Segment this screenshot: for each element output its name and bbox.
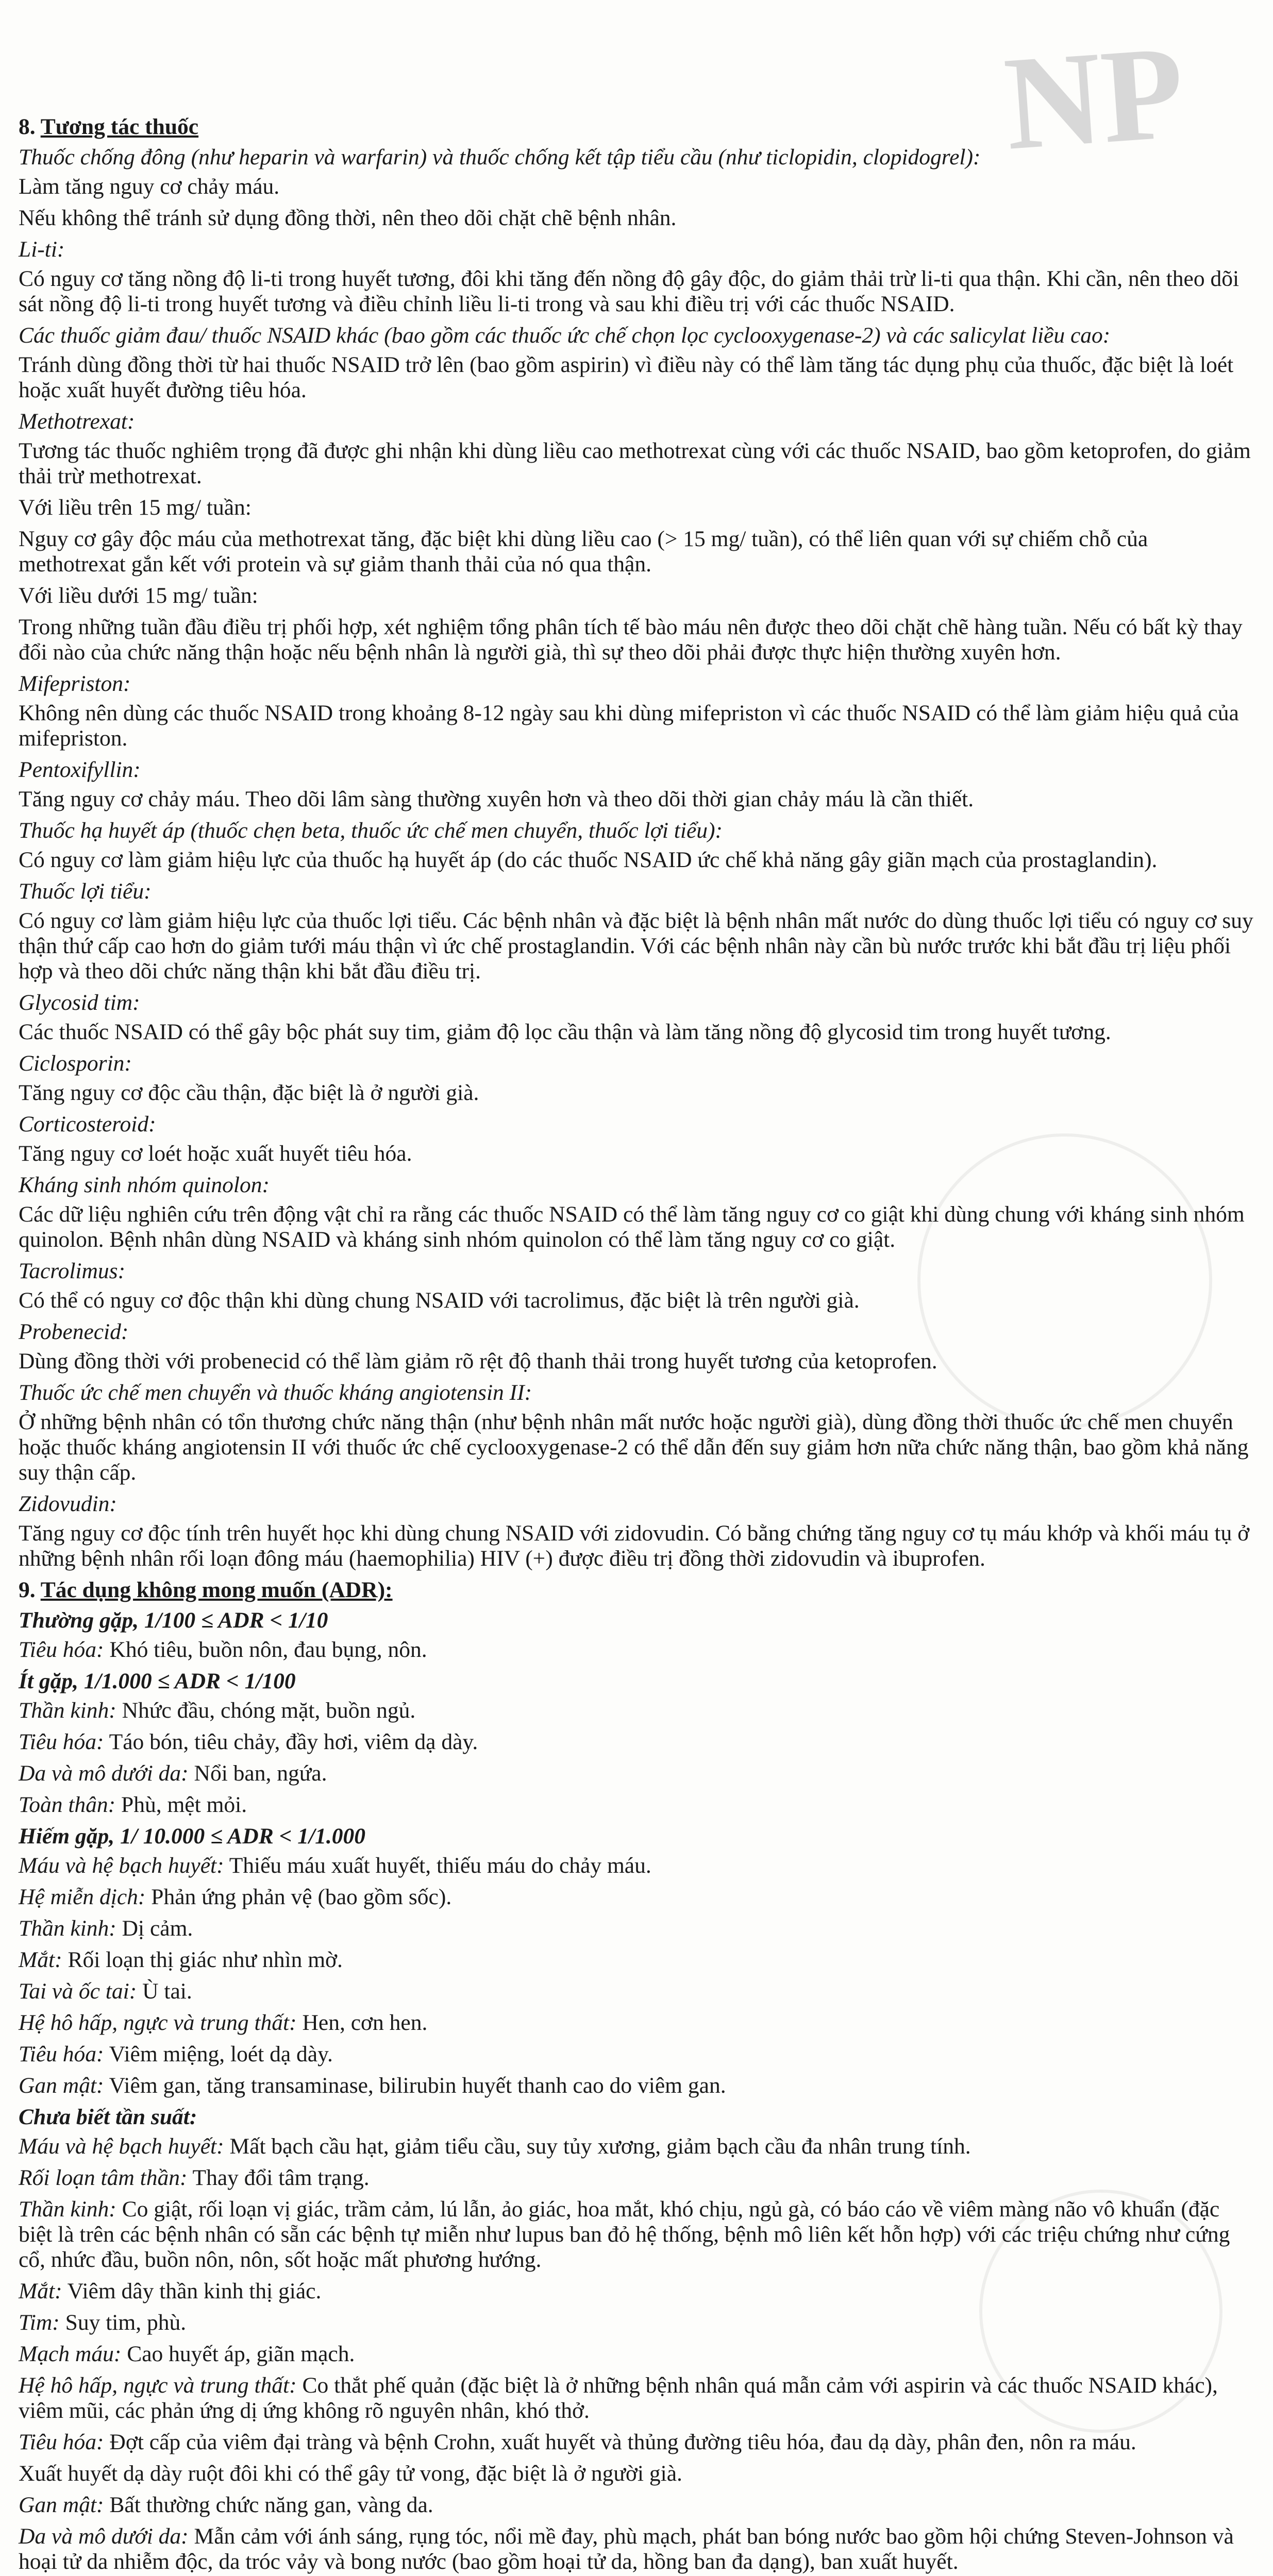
adr-effects: Cao huyết áp, giãn mạch. [121,2342,355,2366]
adr-organ-label: Da và mô dưới da: [19,2524,189,2549]
watermark: NP [1000,18,1189,178]
adr-effects: Viêm miệng, loét dạ dày. [104,2042,333,2066]
adr-effects: Đợt cấp của viêm đại tràng và bệnh Crohn, xuất huyết và thủng đường tiêu hóa, đau dạ dày, phân đen, nôn ra máu. [104,2430,1136,2454]
adr-effects: Rối loạn thị giác như nhìn mờ. [62,1947,343,1972]
interaction-label: Thuốc hạ huyết áp (thuốc chẹn beta, thuốc ức chế men chuyển, thuốc lợi tiểu): [19,818,723,843]
adr-line [19,1792,1255,1818]
adr-line [19,1730,1255,1755]
interaction-label: Ciclosporin: [19,1051,132,1076]
interaction-label: Corticosteroid: [19,1112,156,1137]
adr-effects: Khó tiêu, buồn nôn, đau bụng, nôn. [104,1637,427,1662]
interaction-text: Có nguy cơ làm giảm hiệu lực của thuốc lợi tiểu. Các bệnh nhân và đặc biệt là bệnh nhân mất nước do dùng thuốc lợi tiểu có nguy cơ suy thận thứ cấp cao hơn do giảm tưới máu thận vì ức chế prostaglandin. Với các bệnh nhân này cần bù nước trước khi bắt đầu trị liệu phối hợp và theo dõi chức năng thận khi bắt đầu điều trị. [19,908,1253,984]
interaction-text: Tăng nguy cơ độc tính trên huyết học khi dùng chung NSAID với zidovudin. Có bằng chứng tăng nguy cơ tụ máu khớp và khối máu tụ ở những bệnh nhân rối loạn đông máu (haemophilia) HIV (+) được điều trị đồng thời zidovudin và ibuprofen. [19,1521,1250,1571]
adr-line [19,2010,1255,2036]
adr-organ-label: Rối loạn tâm thần: [19,2165,188,2190]
interaction-text: Các dữ liệu nghiên cứu trên động vật chỉ ra rằng các thuốc NSAID có thể làm tăng nguy cơ co giật khi dùng chung với kháng sinh nhóm quinolon. Bệnh nhân dùng NSAID và kháng sinh nhóm quinolon có thể làm tăng nguy cơ co giật. [19,1202,1245,1252]
interaction-text: Tăng nguy cơ chảy máu. Theo dõi lâm sàng thường xuyên hơn và theo dõi thời gian chảy máu là cần thiết. [19,787,974,811]
adr-line [19,2279,1255,2304]
adr-effects: Mẫn cảm với ánh sáng, rụng tóc, nổi mề đay, phù mạch, phát ban bóng nước bao gồm hội chứng Steven-Johnson và hoại tử da nhiễm độc, da tróc vảy và bong nước (bao gồm hoại tử da, hồng ban đa dạng), ban xuất huyết. [19,2524,1234,2574]
adr-organ-label: Tiêu hóa: [19,2042,104,2066]
adr-effects: Phù, mệt mỏi. [115,1792,247,1817]
adr-organ-label: Hệ miễn dịch: [19,1885,146,1909]
adr-effects: Nổi ban, ngứa. [188,1761,327,1786]
interaction-text: Với liều dưới 15 mg/ tuần: [19,583,258,608]
adr-line [19,2461,1255,2486]
adr-effects: Táo bón, tiêu chảy, đầy hơi, viêm dạ dày. [104,1730,478,1754]
frequency-heading: Hiếm gặp, 1/ 10.000 ≤ ADR < 1/1.000 [19,1824,365,1849]
adr-organ-label: Tim: [19,2310,60,2335]
interaction-label: Thuốc ức chế men chuyển và thuốc kháng angiotensin II: [19,1380,532,1405]
adr-line [19,2165,1255,2191]
adr-organ-label: Hệ hô hấp, ngực và trung thất: [19,2010,297,2035]
adr-effects: Dị cảm. [116,1916,193,1941]
adr-line [19,1637,1255,1663]
adr-effects: Viêm gan, tăng transaminase, bilirubin huyết thanh cao do viêm gan. [104,2073,726,2098]
adr-effects: Thiếu máu xuất huyết, thiếu máu do chảy máu. [224,1853,651,1878]
interaction-text: Tăng nguy cơ độc cầu thận, đặc biệt là ở người già. [19,1080,479,1105]
adr-organ-label: Tai và ốc tai: [19,1979,137,2004]
section-heading [19,1578,1255,1603]
adr-organ-label: Máu và hệ bạch huyết: [19,2134,224,2159]
interaction-text: Không nên dùng các thuốc NSAID trong khoảng 8-12 ngày sau khi dùng mifepriston vì các thuốc NSAID có thể làm giảm hiệu quả của mifepriston. [19,701,1239,751]
interaction-label: Tacrolimus: [19,1259,126,1283]
adr-organ-label: Gan mật: [19,2493,104,2517]
interaction-label: Các thuốc giảm đau/ thuốc NSAID khác (bao gồm các thuốc ức chế chọn lọc cyclooxygenase-2) và các salicylat liều cao: [19,323,1111,348]
adr-effects: Xuất huyết dạ dày ruột đôi khi có thể gây tử vong, đặc biệt là ở người già. [19,2461,682,2486]
adr-organ-label: Mắt: [19,2279,62,2303]
interaction-text: Tăng nguy cơ loét hoặc xuất huyết tiêu hóa. [19,1141,412,1166]
interaction-text: Các thuốc NSAID có thể gây bộc phát suy tim, giảm độ lọc cầu thận và làm tăng nồng độ glycosid tim trong huyết tương. [19,1020,1111,1044]
interaction-label: Thuốc chống đông (như heparin và warfarin) và thuốc chống kết tập tiểu cầu (như ticlopidin, clopidogrel): [19,145,981,170]
adr-line [19,2493,1255,2518]
adr-line [19,1885,1255,1910]
adr-organ-label: Thần kinh: [19,1698,116,1723]
adr-effects: Thay đổi tâm trạng. [187,2165,370,2190]
section-number: 9. [19,1578,36,1602]
interaction-label: Li-ti: [19,237,65,262]
adr-line [19,2197,1255,2273]
adr-effects: Mất bạch cầu hạt, giảm tiểu cầu, suy tủy xương, giảm bạch cầu đa nhân trung tính. [224,2134,971,2159]
adr-line [19,1947,1255,1973]
interaction-text: Nếu không thể tránh sử dụng đồng thời, nên theo dõi chặt chẽ bệnh nhân. [19,206,677,230]
interaction-label: Probenecid: [19,1319,129,1344]
adr-effects: Hen, cơn hen. [296,2010,428,2035]
adr-effects: Co giật, rối loạn vị giác, trầm cảm, lú lẫn, ảo giác, hoa mắt, khó chịu, ngủ gà, có báo cáo về viêm màng não vô khuẩn (đặc biệt là trên các bệnh nhân có sẵn các bệnh tự miễn như lupus ban đỏ hệ thống, bệnh mô liên kết hỗn hợp) với các triệu chứng như cứng cổ, nhức đầu, buồn nôn, nôn, sốt hoặc mất phương hướng. [19,2197,1230,2272]
interaction-text: Dùng đồng thời với probenecid có thể làm giảm rõ rệt độ thanh thải trong huyết tương của ketoprofen. [19,1349,937,1374]
interaction-label: Thuốc lợi tiểu: [19,879,152,904]
adr-line [19,2430,1255,2455]
adr-organ-label: Mắt: [19,1947,62,1972]
adr-organ-label: Toàn thân: [19,1792,116,1817]
interaction-label: Zidovudin: [19,1492,117,1516]
interaction-text: Làm tăng nguy cơ chảy máu. [19,174,280,199]
adr-effects: Viêm dây thần kinh thị giác. [62,2279,322,2303]
adr-line [19,2134,1255,2159]
interaction-text: Có nguy cơ tăng nồng độ li-ti trong huyết tương, đôi khi tăng đến nồng độ gây độc, do giảm thải trừ li-ti qua thận. Khi cần, nên theo dõi sát nồng độ li-ti trong huyết tương và điều chỉnh liều li-ti trong và sau khi điều trị với các thuốc NSAID. [19,266,1239,316]
adr-line [19,1916,1255,1941]
interaction-text: Trong những tuần đầu điều trị phối hợp, xét nghiệm tổng phân tích tế bào máu nên được theo dõi chặt chẽ hàng tuần. Nếu có bất kỳ thay đổi nào của chức năng thận hoặc nếu bệnh nhân là người già, thì sự theo dõi phải được thực hiện thường xuyên hơn. [19,615,1243,665]
frequency-heading: Ít gặp, 1/1.000 ≤ ADR < 1/100 [19,1669,296,1693]
adr-organ-label: Da và mô dưới da: [19,1761,189,1786]
frequency-heading: Thường gặp, 1/100 ≤ ADR < 1/10 [19,1608,328,1633]
adr-organ-label: Thần kinh: [19,1916,116,1941]
adr-line [19,1853,1255,1878]
interaction-text: Tránh dùng đồng thời từ hai thuốc NSAID trở lên (bao gồm aspirin) vì điều này có thể làm tăng tác dụng phụ của thuốc, đặc biệt là loét hoặc xuất huyết đường tiêu hóa. [19,352,1234,402]
section-title: Tương tác thuốc [40,114,199,139]
adr-line [19,2373,1255,2424]
adr-organ-label: Tiêu hóa: [19,1730,104,1754]
adr-effects: Bất thường chức năng gan, vàng da. [104,2493,433,2517]
adr-line [19,2342,1255,2367]
section-number: 8. [19,114,36,139]
adr-line [19,1979,1255,2004]
adr-organ-label: Hệ hô hấp, ngực và trung thất: [19,2373,297,2398]
interaction-label: Glycosid tim: [19,990,140,1015]
section-heading [19,114,1255,140]
adr-line [19,1761,1255,1786]
interaction-text: Có nguy cơ làm giảm hiệu lực của thuốc hạ huyết áp (do các thuốc NSAID ức chế khả năng gây giãn mạch của prostaglandin). [19,848,1158,872]
interaction-label: Mifepriston: [19,671,131,696]
adr-effects: Suy tim, phù. [59,2310,187,2335]
adr-effects: Phản ứng phản vệ (bao gồm sốc). [145,1885,452,1909]
section-title: Tác dụng không mong muốn (ADR): [40,1578,393,1602]
adr-line [19,2073,1255,2098]
document-body [19,114,1255,2576]
frequency-heading: Chưa biết tần suất: [19,2105,197,2129]
adr-organ-label: Tiêu hóa: [19,2430,104,2454]
interaction-text: Với liều trên 15 mg/ tuần: [19,495,252,520]
interaction-text: Tương tác thuốc nghiêm trọng đã được ghi nhận khi dùng liều cao methotrexat cùng với các thuốc NSAID, bao gồm ketoprofen, do giảm thải trừ methotrexat. [19,438,1251,488]
adr-effects: Ù tai. [137,1979,192,2004]
adr-organ-label: Máu và hệ bạch huyết: [19,1853,224,1878]
interaction-label: Pentoxifyllin: [19,757,141,782]
adr-organ-label: Tiêu hóa: [19,1637,104,1662]
interaction-label: Methotrexat: [19,409,135,434]
interaction-text: Ở những bệnh nhân có tổn thương chức năng thận (như bệnh nhân mất nước hoặc người già), dùng đồng thời thuốc ức chế men chuyển hoặc thuốc kháng angiotensin II với thuốc ức chế cyclooxygenase-2 có thể dẫn đến suy giảm hơn nữa chức năng thận, bao gồm khả năng suy thận cấp. [19,1410,1249,1485]
adr-line [19,2524,1255,2574]
interaction-label: Kháng sinh nhóm quinolon: [19,1173,270,1197]
adr-line [19,2042,1255,2067]
adr-line [19,2310,1255,2335]
adr-organ-label: Gan mật: [19,2073,104,2098]
adr-line [19,1698,1255,1723]
adr-effects: Nhức đầu, chóng mặt, buồn ngủ. [116,1698,416,1723]
adr-effects: Co thắt phế quản (đặc biệt là ở những bệnh nhân quá mẫn cảm với aspirin và các thuốc NSAID khác), viêm mũi, các phản ứng dị ứng không rõ nguyên nhân, khó thở. [19,2373,1218,2423]
interaction-text: Nguy cơ gây độc máu của methotrexat tăng, đặc biệt khi dùng liều cao (> 15 mg/ tuần), có thể liên quan với sự chiếm chỗ của methotrexat gắn kết với protein và sự giảm thanh thải của nó qua thận. [19,527,1148,577]
interaction-text: Có thể có nguy cơ độc thận khi dùng chung NSAID với tacrolimus, đặc biệt là trên người già. [19,1288,860,1313]
adr-organ-label: Mạch máu: [19,2342,122,2366]
adr-organ-label: Thần kinh: [19,2197,116,2222]
